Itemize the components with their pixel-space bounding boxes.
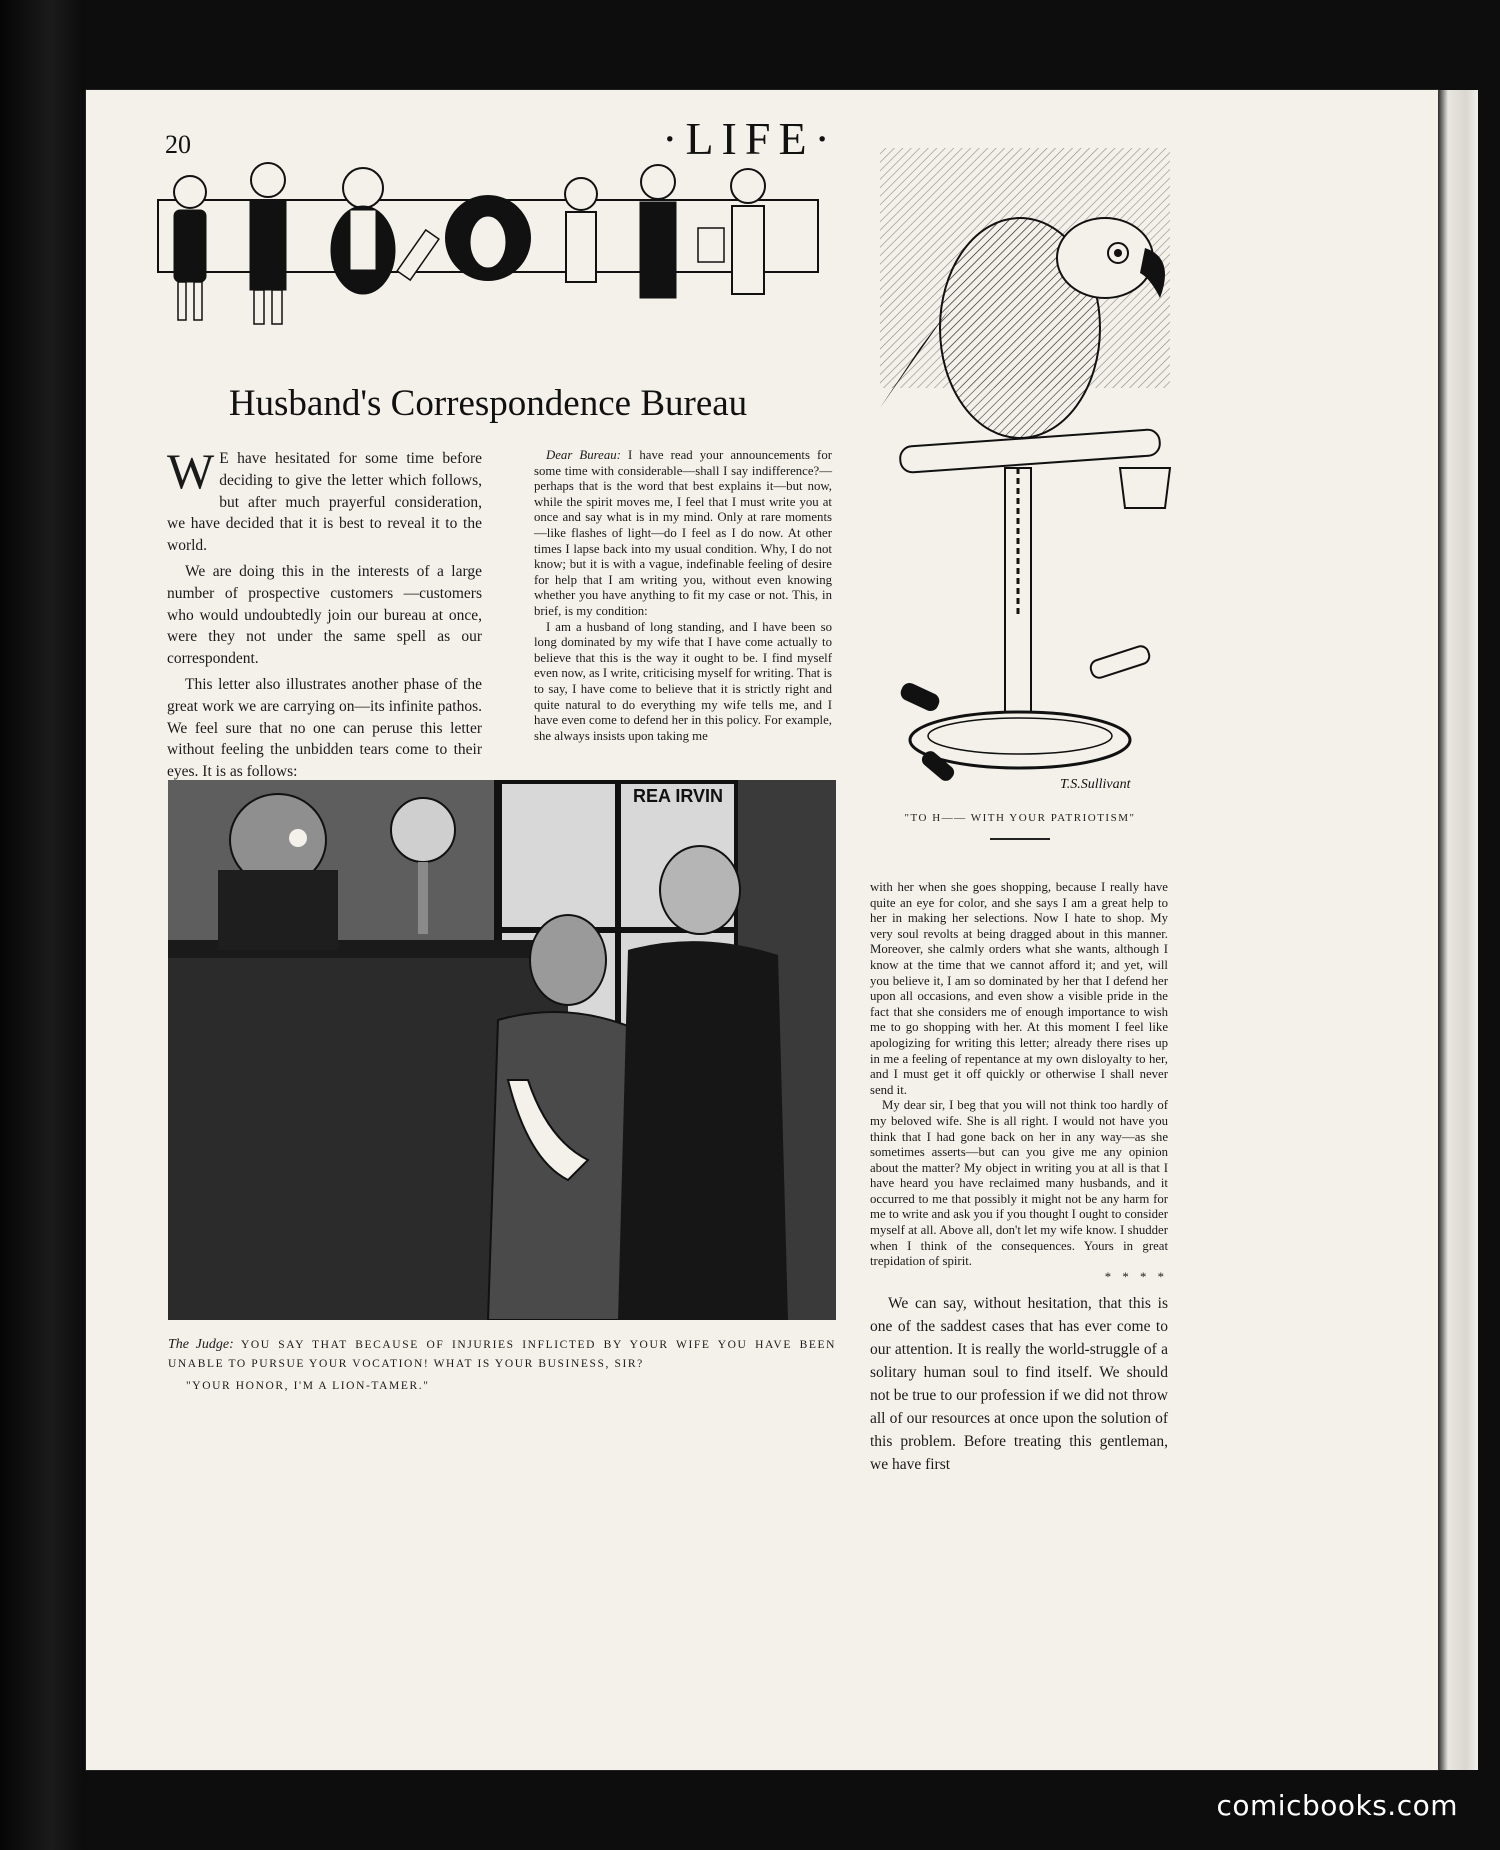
divider xyxy=(990,838,1050,840)
parrot-caption: "TO H—— WITH YOUR PATRIOTISM" xyxy=(904,812,1136,824)
intro-paragraph: We are doing this in the interests of a large number of prospective customers —customers who would undoubtedly join our bureau at once, were they not under the same spell as our correspondent. xyxy=(167,562,482,668)
courtroom-cartoon xyxy=(168,780,836,1320)
watermark: comicbooks.com xyxy=(1216,1789,1458,1822)
court-signature: REA IRVIN xyxy=(633,786,724,806)
letter-column-2 xyxy=(870,880,1168,1285)
banner-illustration xyxy=(138,150,838,350)
parrot-cartoon xyxy=(860,148,1180,798)
letter-column-1 xyxy=(534,448,832,744)
letter-paragraph: My dear sir, I beg that you will not think too hardly of my beloved wife. She is all right. I would not have you think that I had gone back on her in any way—as she sometimes asserts—but can you give me any opinion about the matter? My object in writing you at all is that I have heard you have reclaimed many husbands, and it occurred to me that possibly it might not be any harm for me to write and ask you if you thought I ought to consider myself at all. Above all, don't let my wife know. I shudder when I think of the consequences. Yours in great trepidation of spirit. xyxy=(870,1098,1168,1269)
masthead: ·LIFE· xyxy=(662,113,838,164)
intro-column xyxy=(167,443,482,787)
closing-paragraph: We can say, without hesitation, that this is one of the saddest cases that has ever come to our attention. It is really the world-struggle of a solitary human soul to find itself. We should not be true to our profession if we did not throw all of our resources at once upon the solution of this problem. Before treating this gentleman, we have first xyxy=(870,1295,1168,1473)
article-headline: Husband's Correspondence Bureau xyxy=(228,383,748,424)
page-number: 20 xyxy=(165,130,191,159)
court-caption-text: YOU SAY THAT BECAUSE OF INJURIES INFLICTED BY YOUR WIFE YOU HAVE BEEN UNABLE TO PURSUE YOUR VOCATION! WHAT IS YOUR BUSINESS, SIR? xyxy=(168,1339,836,1370)
parrot-signature: T.S.Sullivant xyxy=(1060,777,1131,792)
drop-cap: W xyxy=(167,443,215,499)
letter-signoff: * * * * xyxy=(1104,1269,1168,1284)
letter-paragraph: Dear Bureau: I have read your announcements for some time with considerable—shall I say indifference?—perhaps that is the word that best explains it—but now, while the spirit moves me, I feel that I must write you at once and say what is in my mind. Only at rare moments—like flashes of light—do I feel as I do now. At other times I lapse back into my usual condition. Why, I do not know; but it is with a vague, indefinable feeling of desire for help that I am writing you, without even knowing whether you have anything to fit my case or not. This, in brief, is my condition: xyxy=(534,448,832,618)
letter-paragraph: I am a husband of long standing, and I have been so long dominated by my wife that I have come actually to believe that this is the way it ought to be. I find myself even now, as I write, criticising myself for writing. That is to say, I have come to believe that it is strictly right and quite natural to do everything my wife tells me, and I have even come to defend her in this policy. For example, she always insists upon taking me xyxy=(534,619,832,743)
court-caption-speaker: The Judge: xyxy=(168,1337,234,1352)
court-caption xyxy=(168,1335,836,1374)
court-caption-answer: "YOUR HONOR, I'M A LION-TAMER." xyxy=(186,1380,430,1392)
letter-salutation: Dear Bureau: xyxy=(546,448,621,462)
scan-left-edge xyxy=(0,0,86,1850)
intro-paragraph: This letter also illustrates another phase of the great work we are carrying on—its infinite pathos. We feel sure that no one can peruse this letter without feeling the unbidden tears come to their eyes. It is as follows: xyxy=(167,675,482,781)
letter-paragraph: with her when she goes shopping, because I really have quite an eye for color, and she says I am a great help to her in making her selections. Now I hate to shop. My very soul revolts at being dragged about in this manner. Moreover, she calmly orders what she wants, although I know at the time that we cannot afford it; and yet, will you believe it, I am so dominated by her that I defend her upon all occasions, and even show a visible pride in the fact that she considers me of enough importance to wish me to go shopping with her. At this moment I feel like apologizing for writing this letter; already there rises up in me a feeling of repentance at my own disloyalty to her, and I must get it off quickly or otherwise I shall never send it. xyxy=(870,880,1168,1097)
next-page-edge xyxy=(1438,90,1478,1770)
closing-column xyxy=(870,1292,1168,1476)
intro-paragraph: W E have hesitated for some time before deciding to give the letter which follows, but after much prayerful consideration, we have decided that it is best to reveal it to the world. xyxy=(167,443,482,555)
